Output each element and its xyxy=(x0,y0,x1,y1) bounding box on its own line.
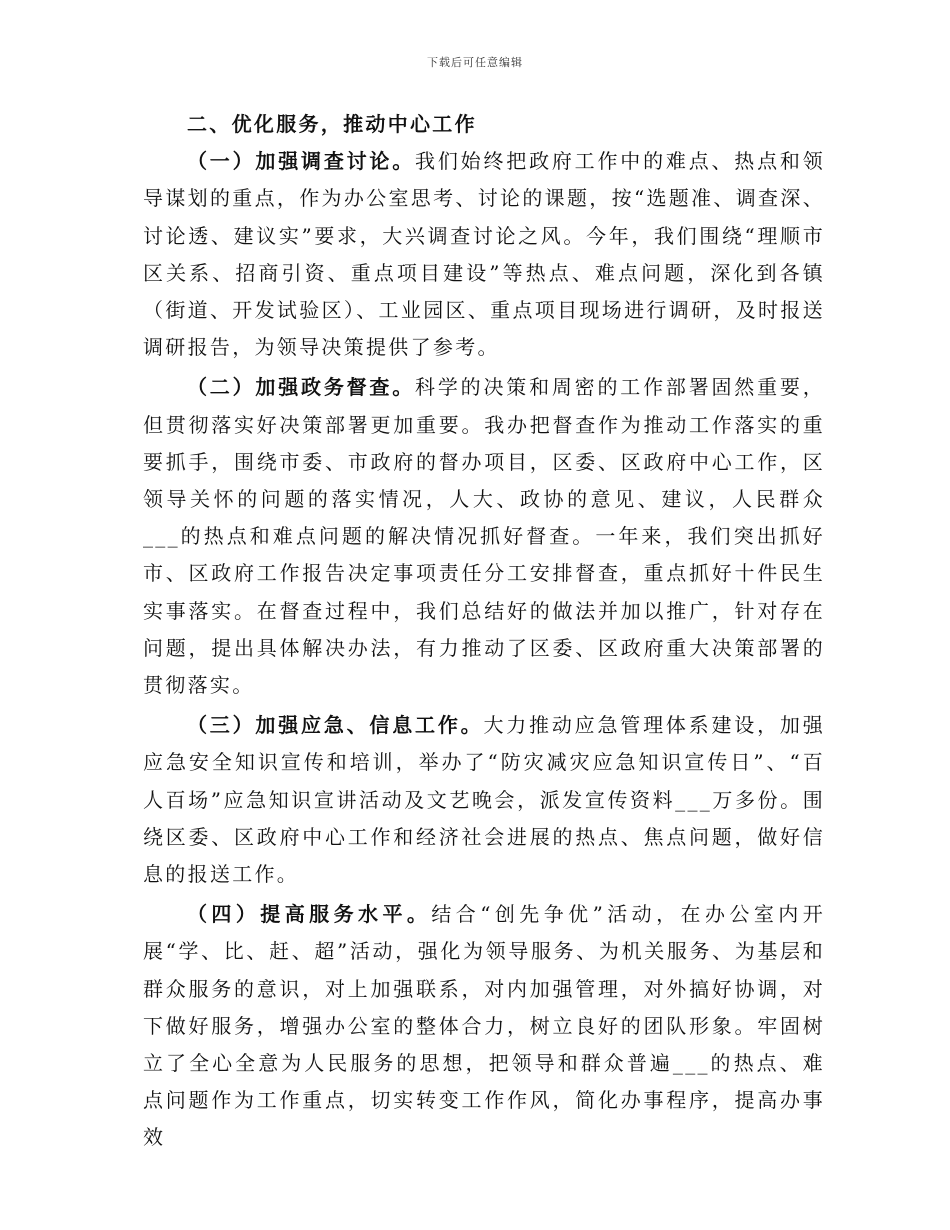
page-header-note: 下载后可任意编辑 xyxy=(427,56,523,69)
paragraph-body: 我们始终把政府工作中的难点、热点和领导谋划的重点，作为办公室思考、讨论的课题，按“选题准、调查深、讨论透、建议实”要求，大兴调查讨论之风。今年，我们围绕“理顺市区关系、招商引资、重点项目建设”等热点、难点问题，深化到各镇（街道、开发试验区）、工业园区、重点项目现场进行调研，及时报送调研报告，为领导决策提供了参考。 xyxy=(143,149,826,360)
paragraph-supervision xyxy=(143,369,825,704)
paragraph-body: 结合“创先争优”活动，在办公室内开展“学、比、赶、超”活动，强化为领导服务、为机关服务、为基层和群众服务的意识，对上加强联系，对内加强管理，对外搞好协调，对下做好服务，增强办公室的整体合力，树立良好的团队形象。牢固树立了全心全意为人民服务的思想，把领导和群众普遍___的热点、难点问题作为工作重点，切实转变工作作风，简化办事程序，提高办事效 xyxy=(143,902,825,1150)
paragraph-title: （四）提高服务水平。 xyxy=(187,902,432,927)
paragraph-title: （二）加强政务督查。 xyxy=(187,375,416,400)
paragraph-title: （三）加强应急、信息工作。 xyxy=(187,713,484,738)
paragraph-body: 科学的决策和周密的工作部署固然重要，但贯彻落实好决策部署更加重要。我办把督查作为推动工作落实的重要抓手，围绕市委、市政府的督办项目，区委、区政府中心工作，区领导关怀的问题的落实情况，人大、政协的意见、建议，人民群众___的热点和难点问题的解决情况抓好督查。一年来，我们突出抓好市、区政府工作报告决定事项责任分工安排督查，重点抓好十件民生实事落实。在督查过程中，我们总结好的做法并加以推广，针对存在问题，提出具体解决办法，有力推动了区委、区政府重大决策部署的贯彻落实。 xyxy=(143,375,826,698)
section-heading: 二、优化服务，推动中心工作 xyxy=(187,112,477,136)
paragraph-service xyxy=(143,896,825,1156)
paragraph-research xyxy=(143,143,825,366)
document-body xyxy=(143,106,825,1157)
paragraph-title: （一）加强调查讨论。 xyxy=(187,149,416,174)
paragraph-emergency xyxy=(143,707,825,893)
paragraph-body: 大力推动应急管理体系建设，加强应急安全知识宣传和培训，举办了“防灾减灾应急知识宣传日”、“百人百场”应急知识宣讲活动及文艺晚会，派发宣传资料___万多份。围绕区委、区政府中心工作和经济社会进展的热点、焦点问题，做好信息的报送工作。 xyxy=(143,713,826,887)
